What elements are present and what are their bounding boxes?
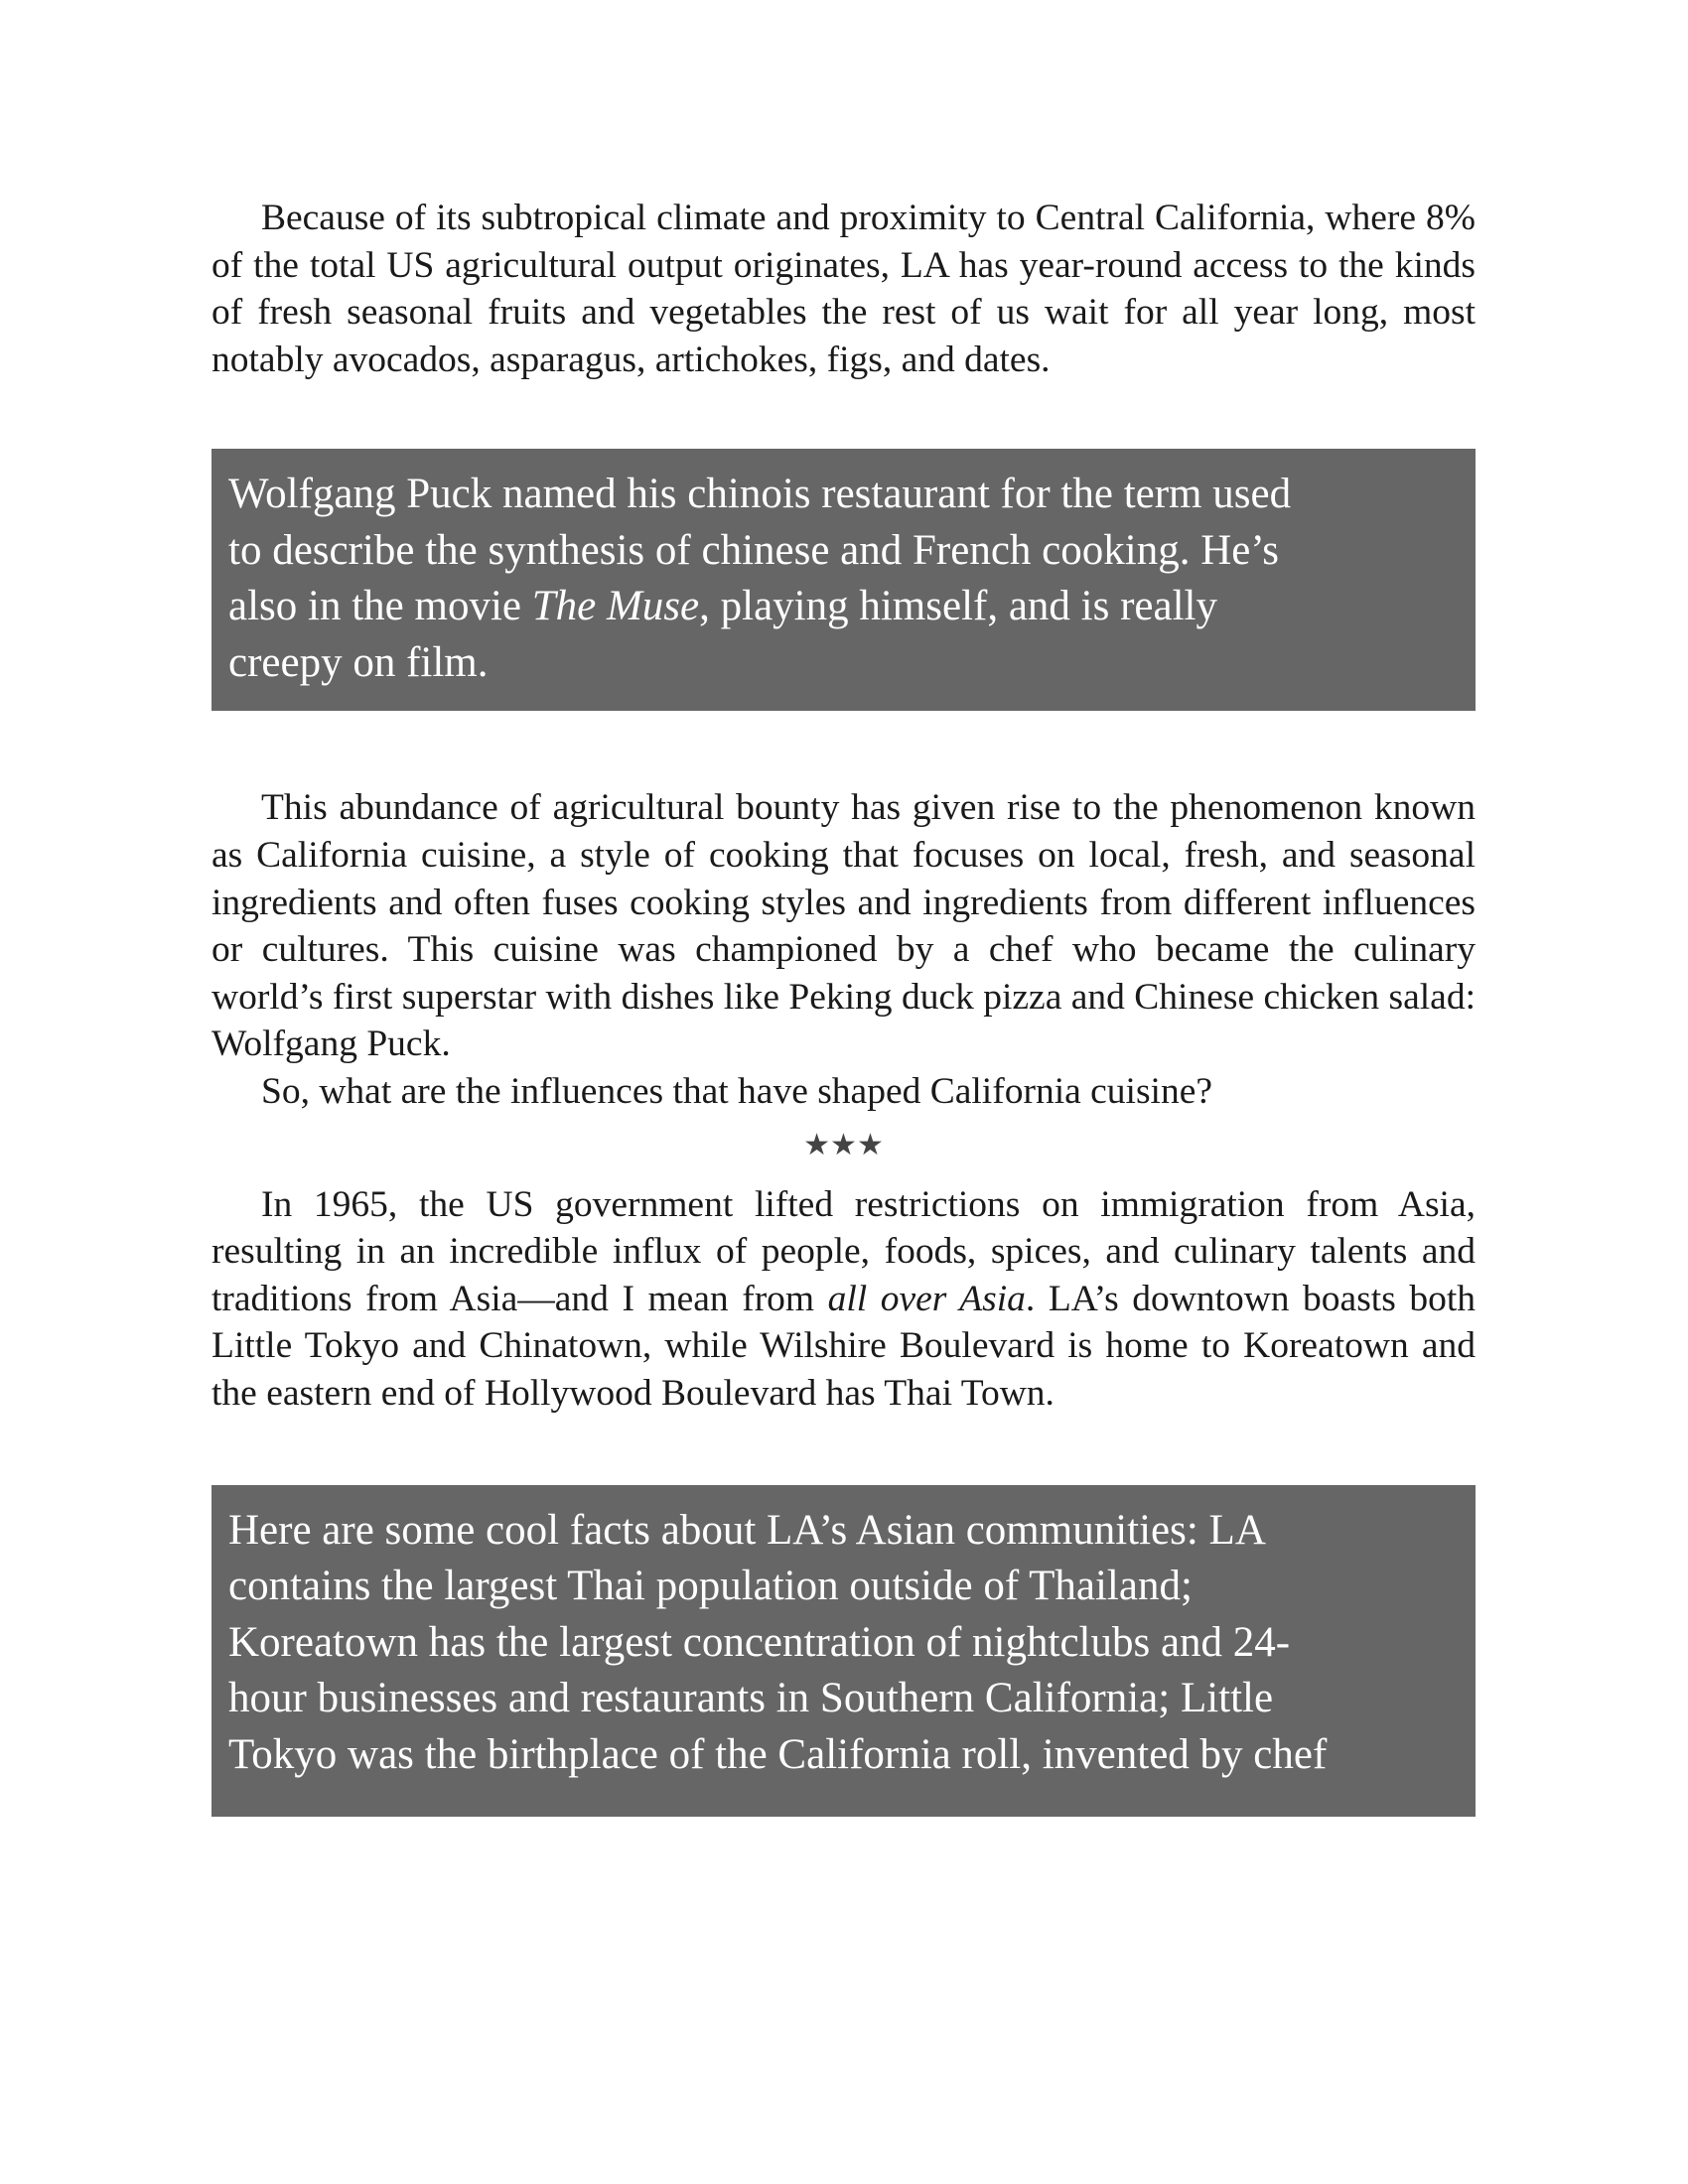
- callout-box-wolfgang-puck: [211, 449, 1476, 711]
- callout-line: contains the largest Thai population outside of Thailand;: [228, 1563, 1193, 1609]
- callout-line: hour businesses and restaurants in Southern California; Little: [228, 1675, 1274, 1721]
- paragraph-text: In 1965, the US government lifted restrictions on immigration from Asia, resulting in an incredible influx of people, foods, spices, and culinary talents and traditions from Asia—and I mean from: [211, 1183, 1476, 1319]
- callout-line: Here are some cool facts about LA’s Asian communities: LA: [228, 1506, 1266, 1554]
- spacer: [211, 1165, 1476, 1181]
- section-divider-stars: ★★★: [803, 1128, 884, 1161]
- callout-line: [228, 579, 1460, 635]
- spacer: [211, 383, 1476, 449]
- spacer: [211, 1418, 1476, 1485]
- callout-text: , playing himself, and is really: [699, 583, 1217, 630]
- callout-line: Koreatown has the largest concentration of nightclubs and 24-: [228, 1618, 1291, 1666]
- paragraph-california-cuisine: This abundance of agricultural bounty has given rise to the phenomenon known as California cuisine, a style of cooking that focuses on local, fresh, and seasonal ingredients and often fuses cooking styles and ingredients from different influences or cultures. This cuisine was championed by a chef who became the culinary world’s first superstar with dishes like Peking duck pizza and Chinese chicken salad: Wolfgang Puck.: [211, 787, 1476, 1065]
- paragraph-text: . LA’s downtown boasts both Little Tokyo and Chinatown, while Wilshire Boulevard is home to Koreatown and the eastern end of Hollywood Boulevard has Thai Town.: [211, 1278, 1477, 1414]
- paragraph-climate: Because of its subtropical climate and proximity to Central California, where 8% of the total US agricultural output originates, LA has year-round access to the kinds of fresh seasonal fruits and vegetables the rest of us wait for all year long, most notably avocados, asparagus, artichokes, figs, and dates.: [211, 198, 1476, 380]
- page-content: [211, 195, 1476, 1817]
- callout-box-asian-communities: [211, 1485, 1476, 1818]
- callout-line: creepy on film.: [228, 638, 489, 686]
- movie-title: The Muse: [531, 583, 700, 630]
- spacer: [211, 1116, 1476, 1126]
- paragraph-asian-immigration: [211, 1181, 1476, 1418]
- emphasis-text: all over Asia: [827, 1278, 1026, 1319]
- callout-text: also in the movie: [228, 583, 532, 630]
- callout-line: Tokyo was the birthplace of the California roll, invented by chef: [228, 1730, 1328, 1778]
- callout-line: to describe the synthesis of chinese and French cooking. He’s: [228, 526, 1280, 574]
- paragraph-influences-question: So, what are the influences that have shaped California cuisine?: [261, 1070, 1212, 1112]
- callout-line: Wolfgang Puck named his chinois restaurant for the term used: [228, 471, 1292, 518]
- spacer: [211, 711, 1476, 784]
